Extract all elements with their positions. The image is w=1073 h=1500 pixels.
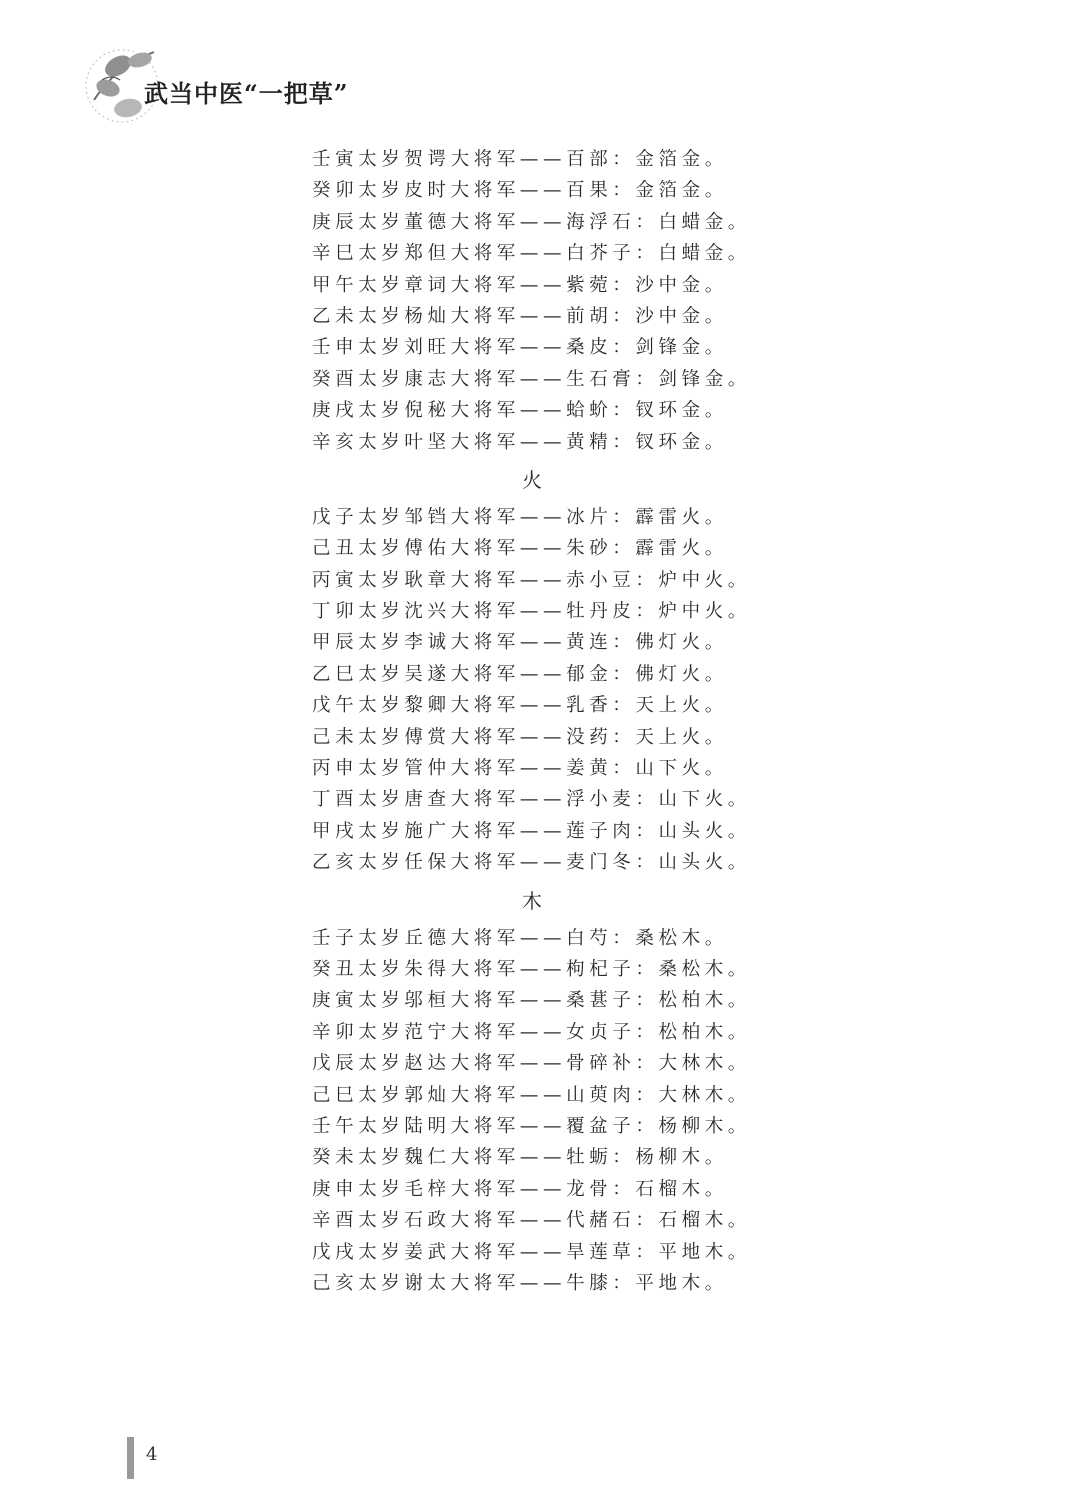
entry-line: 壬子太岁丘德大将军——白芍：桑松木。 [312, 927, 728, 949]
entry-line: 壬申太岁刘旺大将军——桑皮：剑锋金。 [312, 337, 728, 359]
entry-line: 戊子太岁邹铛大将军——冰片：霹雷火。 [312, 506, 728, 528]
entry-line: 己未太岁傅赏大将军——没药：天上火。 [312, 726, 728, 748]
entry-line: 丙寅太岁耿章大将军——赤小豆：炉中火。 [312, 569, 751, 591]
entry-line: 辛亥太岁叶坚大将军——黄精：钗环金。 [312, 431, 728, 453]
entry-line: 癸卯太岁皮时大将军——百果：金箔金。 [312, 180, 728, 202]
entry-line: 甲辰太岁李诚大将军——黄连：佛灯火。 [312, 632, 728, 654]
entry-line: 乙巳太岁吴遂大将军——郁金：佛灯火。 [312, 663, 728, 685]
entry-line: 甲戌太岁施广大将军——莲子肉：山头火。 [312, 820, 751, 842]
running-header [84, 40, 404, 130]
page-number: 4 [146, 1444, 158, 1465]
entry-line: 癸丑太岁朱得大将军——枸杞子：桑松木。 [312, 958, 751, 980]
entry-line: 辛卯太岁范宁大将军——女贞子：松柏木。 [312, 1021, 751, 1043]
book-title: 武当中医“一把草” [144, 79, 349, 108]
entry-line: 乙亥太岁任保大将军——麦门冬：山头火。 [312, 852, 751, 874]
entry-line: 己亥太岁谢太大将军——牛膝：平地木。 [312, 1272, 728, 1294]
section-wood [312, 879, 772, 1300]
section-fire [312, 458, 772, 879]
entry-line: 己丑太岁傅佑大将军——朱砂：霹雷火。 [312, 538, 728, 560]
page-number-bar [127, 1437, 134, 1479]
entry-line: 辛巳太岁郑但大将军——白芥子：白蜡金。 [312, 243, 751, 265]
entry-line: 丁卯太岁沈兴大将军——牡丹皮：炉中火。 [312, 601, 751, 623]
entry-line: 戊戌太岁姜武大将军——旱莲草：平地木。 [312, 1241, 751, 1263]
entry-line: 壬午太岁陆明大将军——覆盆子：杨柳木。 [312, 1115, 751, 1137]
section-heading-fire: 火 [522, 467, 542, 492]
section-metal [312, 144, 772, 458]
section-heading-wood: 木 [522, 888, 542, 913]
entry-line: 己巳太岁郭灿大将军——山萸肉：大林木。 [312, 1084, 751, 1106]
entry-line: 戊午太岁黎卿大将军——乳香：天上火。 [312, 695, 728, 717]
entry-line: 丙申太岁管仲大将军——姜黄：山下火。 [312, 758, 728, 780]
entry-line: 丁酉太岁唐查大将军——浮小麦：山下火。 [312, 789, 751, 811]
entry-line: 庚寅太岁邬桓大将军——桑葚子：松柏木。 [312, 990, 751, 1012]
entry-line: 辛酉太岁石政大将军——代赭石：石榴木。 [312, 1210, 751, 1232]
entry-line: 壬寅太岁贺谔大将军——百部：金箔金。 [312, 149, 728, 170]
entry-line: 庚辰太岁董德大将军——海浮石：白蜡金。 [312, 211, 751, 233]
entry-line: 癸未太岁魏仁大将军——牡蛎：杨柳木。 [312, 1147, 728, 1169]
entry-line: 庚戌太岁倪秘大将军——蛤蚧：钗环金。 [312, 400, 728, 422]
entry-line: 甲午太岁章词大将军——紫菀：沙中金。 [312, 274, 728, 296]
entry-line: 戊辰太岁赵达大将军——骨碎补：大林木。 [312, 1053, 751, 1075]
entry-line: 庚申太岁毛梓大将军——龙骨：石榴木。 [312, 1178, 728, 1200]
entry-line: 乙未太岁杨灿大将军——前胡：沙中金。 [312, 305, 728, 327]
page-body [312, 144, 772, 1299]
entry-line: 癸酉太岁康志大将军——生石膏：剑锋金。 [312, 368, 751, 390]
